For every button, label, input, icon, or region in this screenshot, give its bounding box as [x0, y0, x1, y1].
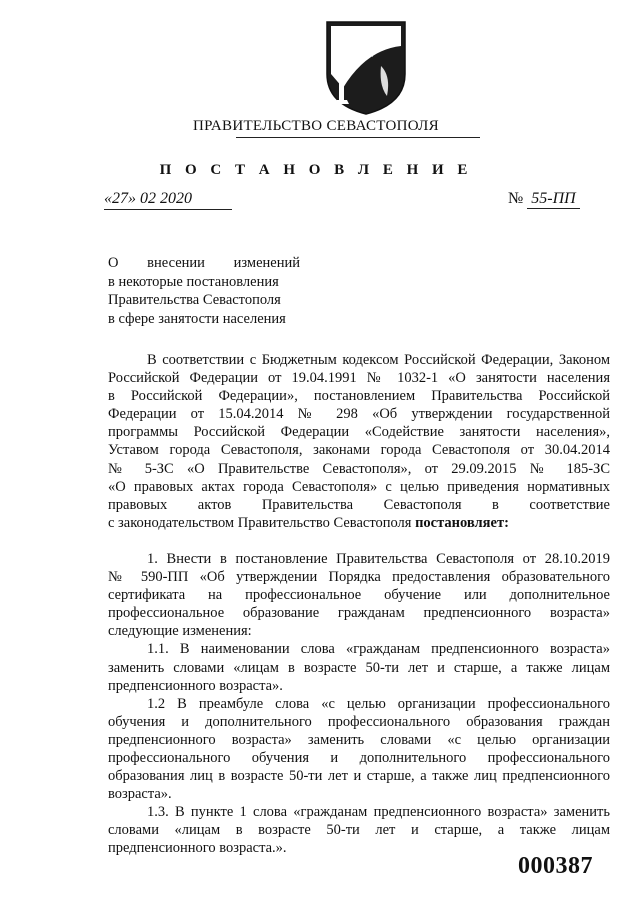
item-1-line: 1. Внести в постановление Правительства Севастополя от 28.10.2019	[147, 550, 610, 567]
item-1-1-line: предпенсионного возраста».	[108, 677, 283, 694]
page-stamp-number: 000387	[518, 853, 593, 879]
document-number	[508, 190, 580, 208]
preamble-line: в Российской Федерации», постановлением Правительства Российской	[108, 388, 610, 405]
item-1-3-line: словами «лицам в возрасте 50-ти лет и старше, а также лицам	[108, 822, 610, 839]
item-1-line: сертификата на профессиональное обучение или дополнительное	[108, 587, 610, 604]
preamble-line: № 5-ЗС «О Правительстве Севастополя», от 29.09.2015 № 185-ЗС	[108, 460, 610, 477]
subject-line: О внесении изменений	[108, 255, 300, 271]
document-type: П О С Т А Н О В Л Е Н И Е	[159, 162, 473, 178]
government-title: ПРАВИТЕЛЬСТВО СЕВАСТОПОЛЯ	[193, 118, 439, 134]
document-body	[108, 351, 610, 858]
preamble-line: Федерации от 15.04.2014 № 298 «Об утверждении государственной	[108, 406, 610, 423]
preamble-text: с законодательством Правительство Севастополя	[108, 514, 412, 531]
item-1-1-line: 1.1. В наименовании слова «гражданам предпенсионного возраста»	[147, 641, 610, 658]
item-1-line: следующие изменения:	[108, 623, 252, 640]
preamble-line: правовых актов Правительства Севастополя в соответствие	[108, 496, 610, 513]
item-1-2-line: обучения и дополнительного профессионального образования граждан	[108, 713, 610, 730]
preamble-line: «О правовых актах города Севастополя» с целью приведения нормативных	[108, 478, 610, 495]
document-date: «27» 02 2020	[104, 190, 232, 210]
subject-line: Правительства Севастополя	[108, 292, 281, 308]
item-1-3-line: 1.3. В пункте 1 слова «гражданам предпенсионного возраста» заменить	[147, 804, 610, 821]
item-1-line: профессиональное образование гражданам предпенсионного возраста»	[108, 605, 610, 622]
number-value: 55-ПП	[527, 190, 579, 209]
preamble-line: В соответствии с Бюджетным кодексом Российской Федерации, Законом	[147, 352, 610, 368]
item-1-2-line: предпенсионного возраста» заменить словами «с целью организации	[108, 731, 610, 748]
subject-line: в сфере занятости населения	[108, 310, 286, 327]
item-1-2-line: профессионального обучения и дополнительного профессионального	[108, 749, 610, 766]
preamble-last-line	[108, 514, 610, 532]
item-1-3-line: предпенсионного возраста.».	[108, 840, 287, 857]
item-1-2-line: 1.2 В преамбуле слова «с целью организации профессионального	[147, 695, 610, 712]
preamble-line: Уставом города Севастополя, законами города Севастополя от 30.04.2014	[108, 442, 610, 459]
sevastopol-coat-of-arms	[321, 16, 411, 116]
item-1-line: № 590-ПП «Об утверждении Порядка предоставления образовательного	[108, 569, 610, 586]
paragraph-gap	[108, 532, 610, 550]
resolution-word: постановляет:	[415, 514, 509, 531]
item-1-2-line: возраста».	[108, 786, 172, 803]
preamble-line: Российской Федерации от 19.04.1991 № 1032-1 «О занятости населения	[108, 370, 610, 387]
number-prefix: №	[508, 190, 524, 207]
preamble-line: программы Российской Федерации «Содействие занятости населения»,	[108, 424, 610, 441]
item-1-2-line: образования лиц в возрасте 50-ти лет и старше, а также лиц предпенсионного	[108, 768, 610, 785]
item-1-1-line: заменить словами «лицам в возрасте 50-ти лет и старше, а также лицам	[108, 659, 610, 676]
subject-line: в некоторые постановления	[108, 273, 279, 290]
document-subject	[108, 254, 300, 328]
title-underline	[236, 137, 480, 138]
